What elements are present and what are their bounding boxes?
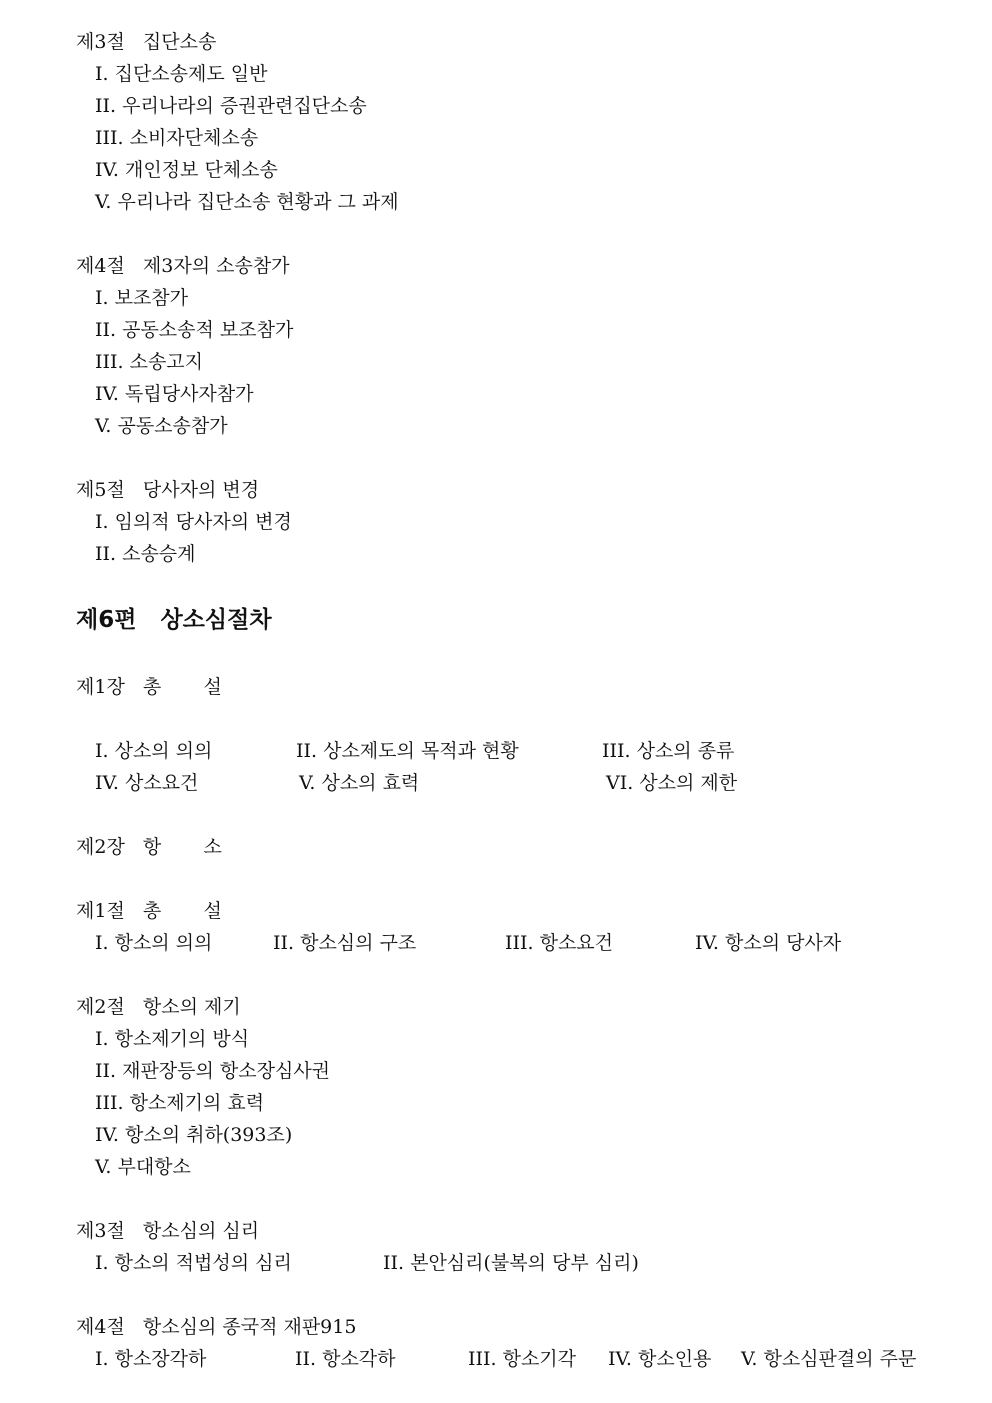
toc-item: V. 부대항소 — [95, 1156, 191, 1178]
toc-item: I. 항소장각하 — [95, 1348, 207, 1370]
toc-item: III. 소비자단체소송 — [95, 127, 259, 149]
toc-item: II. 항소심의 구조 — [273, 932, 417, 954]
toc-item: II. 항소각하 — [295, 1348, 396, 1370]
toc-item: II. 공동소송적 보조참가 — [95, 319, 294, 341]
toc-item: I. 집단소송제도 일반 — [95, 63, 268, 85]
toc-item: IV. 상소요건 — [95, 772, 199, 794]
section-heading-4b: 제4절 항소심의 종국적 재판915 — [76, 1316, 357, 1338]
toc-item: V. 상소의 효력 — [299, 772, 420, 794]
section-heading-5: 제5절 당사자의 변경 — [76, 479, 260, 501]
chapter-heading-2: 제2장 항 소 — [76, 836, 222, 858]
toc-item: I. 항소의 적법성의 심리 — [95, 1252, 292, 1274]
section-heading-1: 제1절 총 설 — [76, 900, 222, 922]
section-heading-3: 제3절 집단소송 — [76, 31, 217, 53]
toc-item: I. 항소의 의의 — [95, 932, 213, 954]
section-heading-3b: 제3절 항소심의 심리 — [76, 1220, 260, 1242]
toc-item: II. 상소제도의 목적과 현황 — [296, 740, 519, 762]
toc-item: III. 상소의 종류 — [602, 740, 735, 762]
toc-item: IV. 항소의 당사자 — [695, 932, 842, 954]
toc-item: II. 재판장등의 항소장심사권 — [95, 1060, 331, 1082]
toc-item: I. 상소의 의의 — [95, 740, 213, 762]
toc-item: I. 임의적 당사자의 변경 — [95, 511, 292, 533]
toc-item: V. 공동소송참가 — [95, 415, 228, 437]
toc-item: II. 본안심리(불복의 당부 심리) — [383, 1252, 639, 1274]
toc-item: VI. 상소의 제한 — [606, 772, 738, 794]
toc-item: III. 항소요건 — [505, 932, 614, 954]
part-heading-6: 제6편 상소심절차 — [76, 607, 272, 633]
toc-item: III. 항소기각 — [468, 1348, 577, 1370]
section-heading-4: 제4절 제3자의 소송참가 — [76, 255, 290, 277]
toc-item: V. 항소심판결의 주문 — [741, 1348, 917, 1370]
chapter-heading-1: 제1장 총 설 — [76, 676, 222, 698]
toc-item: IV. 독립당사자참가 — [95, 383, 254, 405]
toc-item: IV. 개인정보 단체소송 — [95, 159, 278, 181]
toc-item: I. 보조참가 — [95, 287, 189, 309]
toc-item: III. 소송고지 — [95, 351, 204, 373]
toc-item: IV. 항소의 취하(393조) — [95, 1124, 293, 1146]
toc-item: II. 소송승계 — [95, 543, 196, 565]
section-heading-2: 제2절 항소의 제기 — [76, 996, 241, 1018]
toc-item: V. 우리나라 집단소송 현황과 그 과제 — [95, 191, 399, 213]
toc-item: III. 항소제기의 효력 — [95, 1092, 265, 1114]
toc-item: I. 항소제기의 방식 — [95, 1028, 250, 1050]
toc-item: II. 우리나라의 증권관련집단소송 — [95, 95, 367, 117]
toc-item: IV. 항소인용 — [608, 1348, 712, 1370]
